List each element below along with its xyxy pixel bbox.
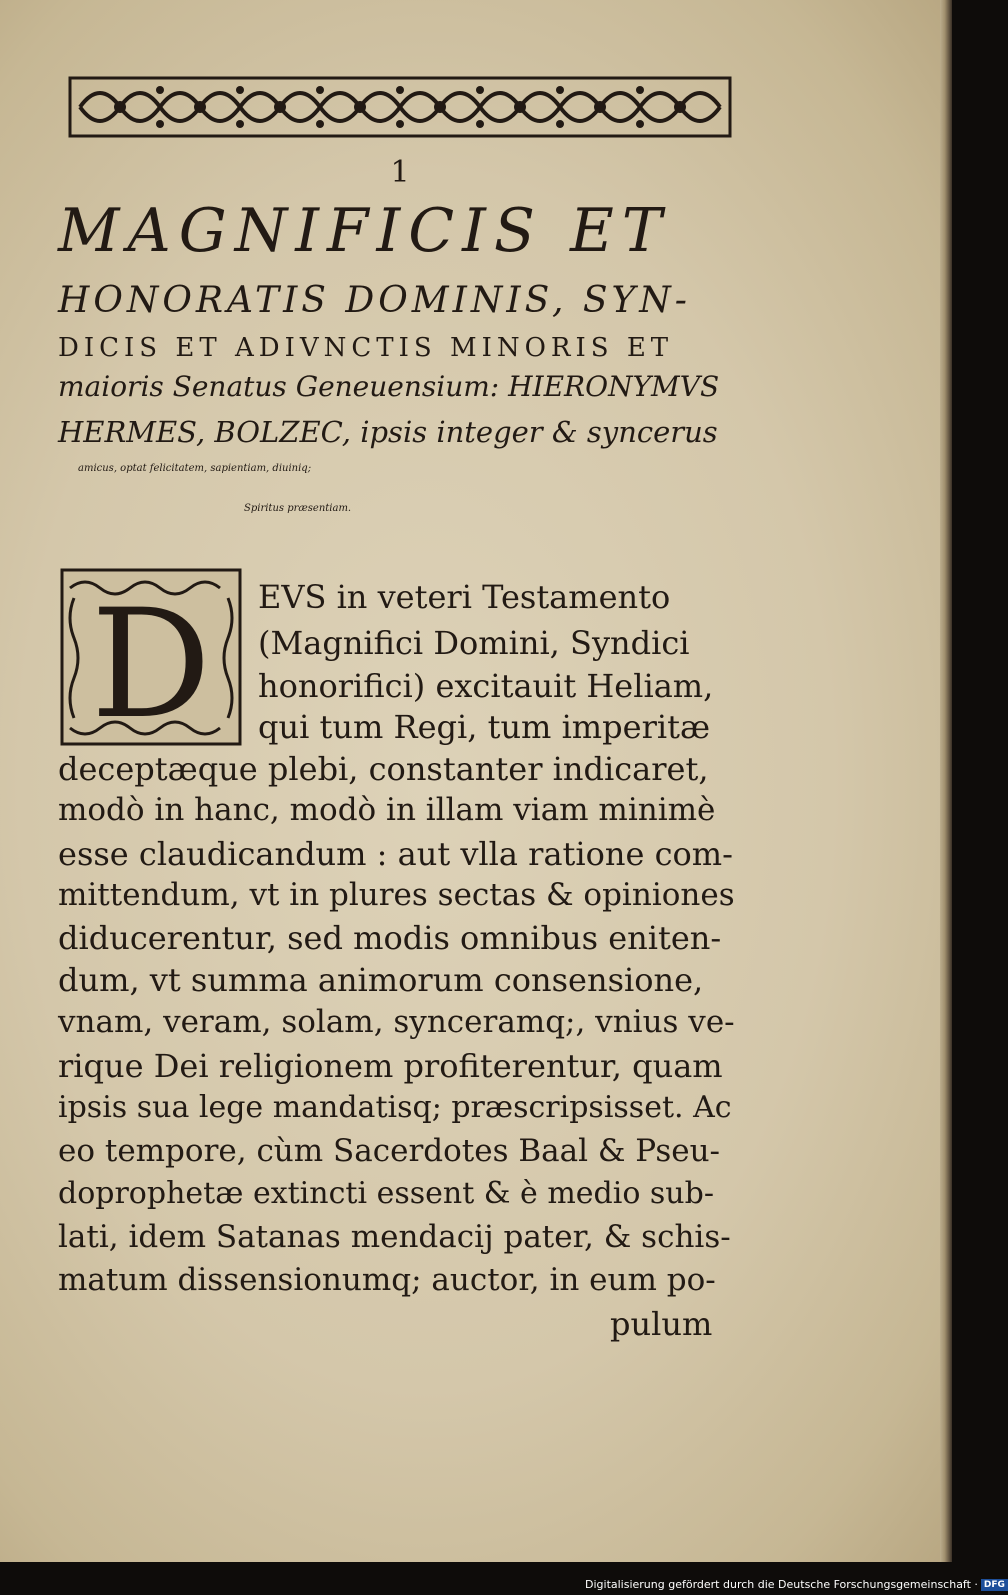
- page-number: 1: [390, 155, 410, 190]
- body-line-5: deceptæque plebi, constanter indicaret,: [58, 750, 709, 788]
- title-line-7: Spiritus præsentiam.: [244, 503, 352, 514]
- decorative-headpiece-ornament: [70, 72, 730, 142]
- body-line-3: honorifici) excitauit Heliam,: [258, 667, 714, 705]
- body-line-10: dum, vt summa animorum consensione,: [58, 961, 704, 999]
- body-line-9: diducerentur, sed modis omnibus eniten-: [58, 919, 722, 957]
- title-line-1: MAGNIFICIS ET: [58, 196, 670, 266]
- body-line-1: EVS in veteri Testamento: [258, 578, 671, 616]
- title-line-2: HONORATIS DOMINIS, SYN-: [58, 280, 691, 321]
- body-line-18-catchword: pulum: [610, 1305, 713, 1343]
- body-line-13: ipsis sua lege mandatisq; præscripsisset. Ac: [58, 1090, 732, 1125]
- body-line-12: rique Dei religionem profiterentur, quam: [58, 1047, 723, 1085]
- body-line-7: esse claudicandum : aut vlla ratione com-: [58, 835, 733, 873]
- body-line-11: vnam, veram, solam, synceramq;, vnius ve-: [58, 1004, 735, 1040]
- title-line-5: HERMES, BOLZEC, ipsis integer & syncerus: [58, 415, 718, 449]
- footer-credit: [585, 1578, 1008, 1591]
- body-line-15: doprophetæ extincti essent & è medio sub-: [58, 1176, 714, 1211]
- title-line-3: DICIS ET ADIVNCTIS MINORIS ET: [58, 333, 674, 363]
- decorated-initial-letter: [60, 568, 242, 752]
- dfg-logo: DFG: [981, 1579, 1008, 1591]
- body-line-16: lati, idem Satanas mendacij pater, & schis-: [58, 1219, 731, 1255]
- body-line-14: eo tempore, cùm Sacerdotes Baal & Pseu-: [58, 1133, 721, 1169]
- body-line-17: matum dissensionumq; auctor, in eum po-: [58, 1262, 716, 1298]
- footer-credit-text: Digitalisierung gefördert durch die Deutsche Forschungsgemeinschaft ·: [585, 1578, 978, 1591]
- svg-text:D: D: [90, 578, 212, 752]
- page-edge: [940, 0, 952, 1562]
- body-line-6: modò in hanc, modò in illam viam minimè: [58, 792, 716, 828]
- title-line-4: maioris Senatus Geneuensium: HIERONYMVS: [58, 370, 720, 403]
- body-line-2: (Magnifici Domini, Syndici: [258, 624, 690, 662]
- body-line-8: mittendum, vt in plures sectas & opiniones: [58, 877, 735, 913]
- body-line-4: qui tum Regi, tum imperitæ: [258, 708, 711, 746]
- title-line-6: amicus, optat felicitatem, sapientiam, diuiniq;: [78, 463, 312, 474]
